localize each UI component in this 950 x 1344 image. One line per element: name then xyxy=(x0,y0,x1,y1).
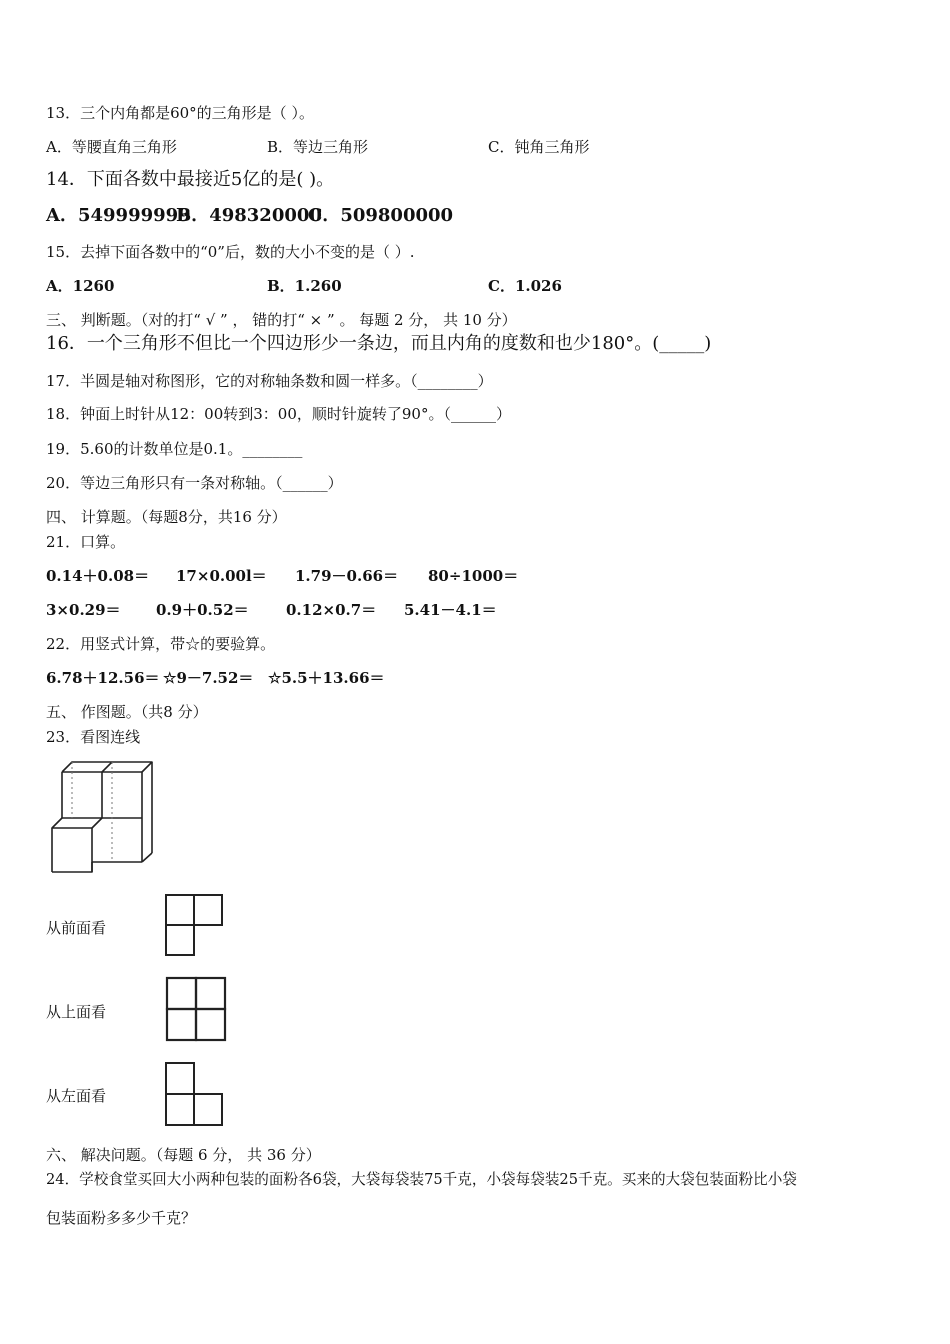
question-22-stem: 22．用竖式计算，带☆的要验算。 xyxy=(46,635,276,653)
view-label-top: 从上面看 xyxy=(46,1003,107,1021)
section-4-heading: 四、 计算题。（每题8分，共16 分） xyxy=(46,508,287,526)
question-19: 19．5.60的计数单位是0.1。________ xyxy=(46,440,303,458)
section-5-heading: 五、 作图题。（共8 分） xyxy=(46,703,208,721)
oral-calc-1: 0.14＋0.08＝ xyxy=(46,567,150,585)
question-15-option-b: B．1.260 xyxy=(267,277,342,295)
question-13-option-a: A．等腰直角三角形 xyxy=(46,138,177,156)
oral-calc-8: 5.41－4.1＝ xyxy=(404,601,497,619)
question-15-option-c: C．1.026 xyxy=(488,277,562,295)
column-calc-1: 6.78＋12.56＝ xyxy=(46,669,160,687)
view-shape-b xyxy=(162,975,230,1043)
question-16: 16．一个三角形不但比一个四边形少一条边，而且内角的度数和也少180°。(_____) xyxy=(46,333,712,354)
column-calc-3: ☆5.5＋13.66＝ xyxy=(268,669,385,687)
view-shape-c xyxy=(162,1060,228,1128)
question-15-stem: 15．去掉下面各数中的“0”后，数的大小不变的是（ ）. xyxy=(46,243,415,261)
oral-calc-2: 17×0.00l＝ xyxy=(176,567,267,585)
question-13-stem: 13．三个内角都是60°的三角形是（ ）。 xyxy=(46,104,314,122)
oral-calc-4: 80÷1000＝ xyxy=(428,567,519,585)
view-shape-a xyxy=(162,892,226,958)
question-24-line2: 包装面粉多多少千克？ xyxy=(46,1209,197,1227)
question-14-stem: 14．下面各数中最接近5亿的是( )。 xyxy=(46,169,335,190)
question-23-stem: 23．看图连线 xyxy=(46,728,141,746)
view-label-left: 从左面看 xyxy=(46,1087,107,1105)
view-label-front: 从前面看 xyxy=(46,919,107,937)
question-13-option-b: B．等边三角形 xyxy=(267,138,369,156)
question-14-option-b: B．498320000 xyxy=(176,205,322,226)
section-3-heading: 三、 判断题。（对的打“ √ ” ， 错的打“ × ” 。 每题 2 分， 共 10 分） xyxy=(46,311,517,329)
question-14-option-a: A．549999999 xyxy=(46,205,191,226)
question-13-option-c: C．钝角三角形 xyxy=(488,138,590,156)
section-6-heading: 六、 解决问题。（每题 6 分， 共 36 分） xyxy=(46,1146,321,1164)
oral-calc-3: 1.79－0.66＝ xyxy=(295,567,399,585)
question-17: 17．半圆是轴对称图形，它的对称轴条数和圆一样多。（________） xyxy=(46,372,493,390)
question-18: 18．钟面上时针从12：00转到3：00，顺时针旋转了90°。（______） xyxy=(46,405,511,423)
question-21-stem: 21．口算。 xyxy=(46,533,126,551)
cube-stack-figure xyxy=(44,758,159,876)
column-calc-2: ☆9－7.52＝ xyxy=(163,669,254,687)
question-14-option-c: C．509800000 xyxy=(308,205,454,226)
oral-calc-6: 0.9＋0.52＝ xyxy=(156,601,249,619)
question-20: 20．等边三角形只有一条对称轴。（______） xyxy=(46,474,343,492)
question-24-line1: 24．学校食堂买回大小两种包装的面粉各6袋，大袋每袋装75千克，小袋每袋装25千克。买来的大袋包装面粉比小袋 xyxy=(46,1171,797,1188)
oral-calc-5: 3×0.29＝ xyxy=(46,601,121,619)
oral-calc-7: 0.12×0.7＝ xyxy=(286,601,377,619)
question-15-option-a: A．1260 xyxy=(46,277,115,295)
